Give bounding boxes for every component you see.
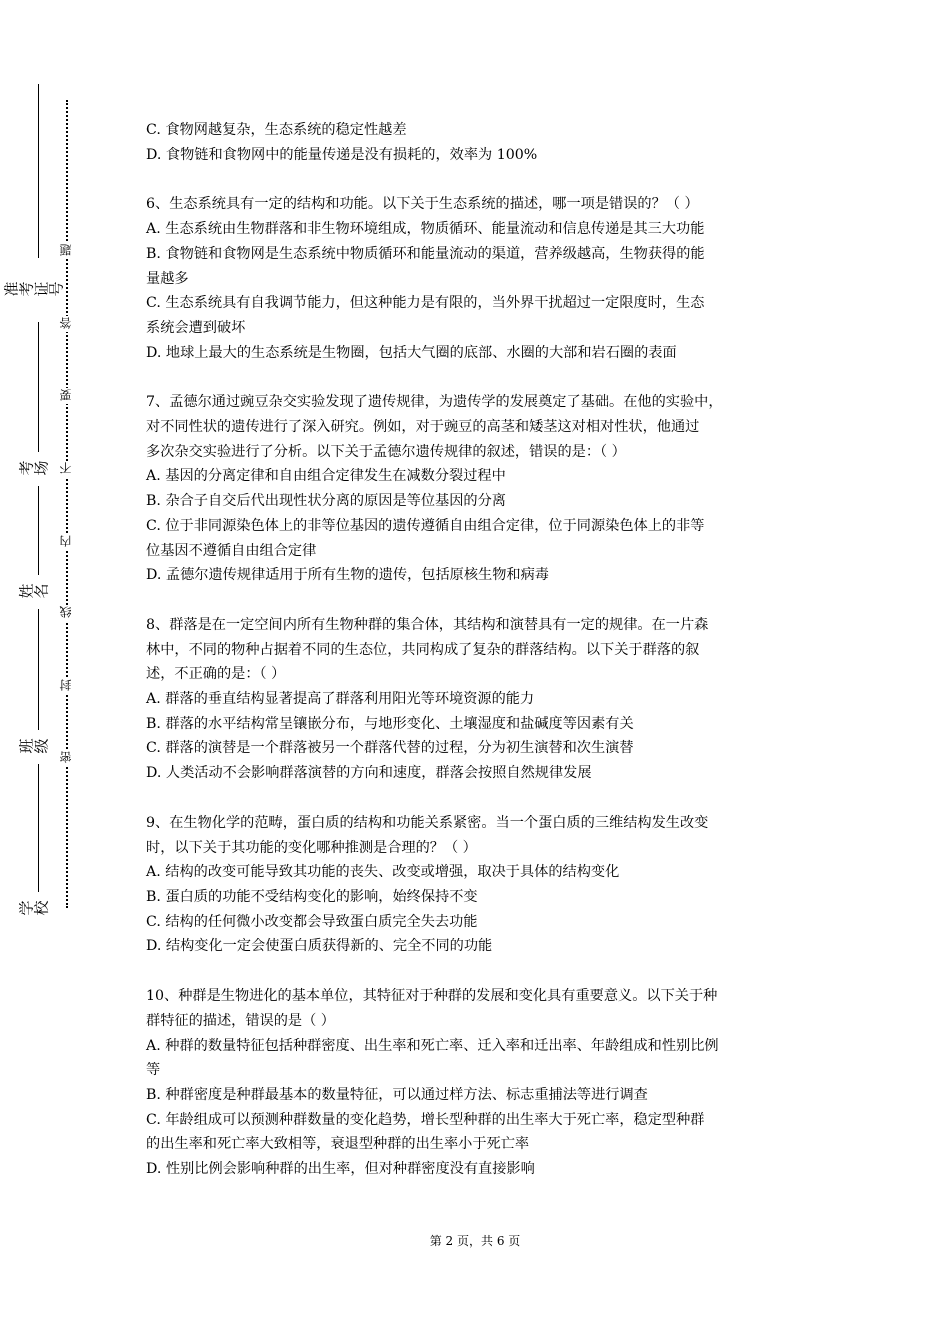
question-stem-line: 10、种群是生物进化的基本单位，其特征对于种群的发展和变化具有重要意义。以下关于种 <box>146 988 718 1005</box>
answer-option-line: D. 人类活动不会影响群落演替的方向和速度，群落会按照自然规律发展 <box>146 765 592 782</box>
field-exam-room: 考场 <box>26 452 50 486</box>
binding-line <box>38 84 39 910</box>
answer-option <box>146 910 826 935</box>
answer-option-line: D. 结构变化一定会使蛋白质获得新的、完全不同的功能 <box>146 938 493 955</box>
question-gap <box>146 786 826 811</box>
answer-option <box>146 1157 826 1182</box>
answer-option-line: C. 群落的演替是一个群落被另一个群落代替的过程，分为初生演替和次生演替 <box>146 740 634 757</box>
question-stem-line: 7、孟德尔通过豌豆杂交实验发现了遗传规律，为遗传学的发展奠定了基础。在他的实验中， <box>146 394 723 411</box>
answer-option <box>146 242 826 291</box>
question-q6 <box>146 192 826 365</box>
answer-option-line: B. 蛋白质的功能不受结构变化的影响，始终保持不变 <box>146 888 478 905</box>
seal-char: 要 <box>57 388 75 404</box>
answer-option-line: 位基因不遵循自由组合定律 <box>146 542 317 559</box>
answer-option-line: C. 结构的任何微小改变都会导致蛋白质完全失去功能 <box>146 913 478 930</box>
question-q8 <box>146 613 826 786</box>
question-gap <box>146 365 826 390</box>
answer-option-line: A. 结构的改变可能导致其功能的丧失、改变或增强，取决于具体的结构变化 <box>146 864 620 881</box>
answer-option-line: D. 地球上最大的生态系统是生物圈，包括大气圈的底部、水圈的大部和岩石圈的表面 <box>146 344 677 361</box>
answer-option <box>146 712 826 737</box>
question-stem-line: 9、在生物化学的范畴，蛋白质的结构和功能关系紧密。当一个蛋白质的三维结构发生改变 <box>146 814 709 831</box>
field-class: 班级 <box>26 730 50 764</box>
answer-option <box>146 341 826 366</box>
question-gap <box>146 588 826 613</box>
question-stem-line: 述，不正确的是：（ ） <box>146 666 286 683</box>
answer-option-line: D. 食物链和食物网中的能量传递是没有损耗的，效率为 100% <box>146 146 538 163</box>
seal-dotted-line <box>66 100 68 908</box>
answer-option <box>146 464 826 489</box>
field-exam-number: 准考证号 <box>26 258 50 322</box>
seal-char: 答 <box>57 316 75 332</box>
answer-option-line: C. 生态系统具有自我调节能力，但这种能力是有限的，当外界干扰超过一定限度时，生态 <box>146 295 705 312</box>
answer-option <box>146 217 826 242</box>
answer-option <box>146 736 826 761</box>
seal-char: 封 <box>57 678 75 694</box>
answer-option <box>146 885 826 910</box>
answer-option-line: A. 基因的分离定律和自由组合定律发生在减数分裂过程中 <box>146 468 506 485</box>
answer-option <box>146 514 826 563</box>
seal-char: 内 <box>57 534 75 550</box>
answer-option-line: D. 性别比例会影响种群的出生率，但对种群密度没有直接影响 <box>146 1161 535 1178</box>
question-list <box>146 118 826 1182</box>
question-stem-line: 对不同性状的遗传进行了深入研究。例如，对于豌豆的高茎和矮茎这对相对性状，他通过 <box>146 419 700 436</box>
answer-option <box>146 563 826 588</box>
question-stem-line: 6、生态系统具有一定的结构和功能。以下关于生态系统的描述，哪一项是错误的？（ ） <box>146 196 699 213</box>
question-stem-line: 8、群落是在一定空间内所有生物种群的集合体，其结构和演替具有一定的规律。在一片森 <box>146 616 709 633</box>
question-stem-line: 时，以下关于其功能的变化哪种推测是合理的？（ ） <box>146 839 477 856</box>
answer-option-line: C. 年龄组成可以预测种群数量的变化趋势，增长型种群的出生率大于死亡率，稳定型种群 <box>146 1111 705 1128</box>
question-q9 <box>146 811 826 959</box>
answer-option-line: B. 种群密度是种群最基本的数量特征，可以通过样方法、标志重捕法等进行调查 <box>146 1086 648 1103</box>
answer-option <box>146 761 826 786</box>
page-number: 第 2 页，共 6 页 <box>429 1234 521 1248</box>
answer-option <box>146 1034 826 1083</box>
answer-option-line: 量越多 <box>146 270 189 287</box>
question-stem-line: 群特征的描述，错误的是（ ） <box>146 1012 335 1029</box>
field-school: 学校 <box>26 892 50 926</box>
answer-option <box>146 687 826 712</box>
answer-option-line: B. 食物链和食物网是生态系统中物质循环和能量流动的渠道，营养级越高，生物获得的能 <box>146 245 705 262</box>
answer-option <box>146 1108 826 1157</box>
question-q7 <box>146 390 826 588</box>
answer-option-line: A. 生态系统由生物群落和非生物环境组成，物质循环、能量流动和信息传递是其三大功能 <box>146 221 705 238</box>
answer-option <box>146 934 826 959</box>
answer-option-line: 的出生率和死亡率大致相等，衰退型种群的出生率小于死亡率 <box>146 1136 530 1153</box>
question-gap <box>146 167 826 192</box>
answer-option-line: A. 群落的垂直结构显著提高了群落利用阳光等环境资源的能力 <box>146 691 535 708</box>
answer-option-line: B. 群落的水平结构常呈镶嵌分布，与地形变化、土壤湿度和盐碱度等因素有关 <box>146 715 634 732</box>
question-stem-line: 多次杂交实验进行了分析。以下关于孟德尔遗传规律的叙述，错误的是：（ ） <box>146 443 626 460</box>
seal-char: 不 <box>57 461 75 477</box>
answer-option <box>146 291 826 340</box>
answer-option <box>146 143 826 168</box>
answer-option-line: C. 位于非同源染色体上的非等位基因的遗传遵循自由组合定律，位于同源染色体上的非等 <box>146 517 705 534</box>
answer-option <box>146 118 826 143</box>
answer-option <box>146 1083 826 1108</box>
answer-option-line: 等 <box>146 1062 161 1079</box>
answer-option-line: 系统会遭到破坏 <box>146 319 246 336</box>
answer-option-line: B. 杂合子自交后代出现性状分离的原因是等位基因的分离 <box>146 493 506 510</box>
seal-char: 线 <box>57 605 75 621</box>
answer-option-line: A. 种群的数量特征包括种群密度、出生率和死亡率、迁入率和迁出率、年龄组成和性别比例 <box>146 1037 719 1054</box>
question-q10 <box>146 984 826 1182</box>
seal-char: 题 <box>57 243 75 259</box>
answer-option <box>146 860 826 885</box>
seal-char: 密 <box>57 750 75 766</box>
question-q5_tail <box>146 118 826 167</box>
question-stem-line: 林中，不同的物种占据着不同的生态位，共同构成了复杂的群落结构。以下关于群落的叙 <box>146 641 700 658</box>
field-name: 姓名 <box>26 575 50 609</box>
question-gap <box>146 959 826 984</box>
answer-option-line: C. 食物网越复杂，生态系统的稳定性越差 <box>146 122 407 138</box>
answer-option-line: D. 孟德尔遗传规律适用于所有生物的遗传，包括原核生物和病毒 <box>146 567 549 584</box>
answer-option <box>146 489 826 514</box>
